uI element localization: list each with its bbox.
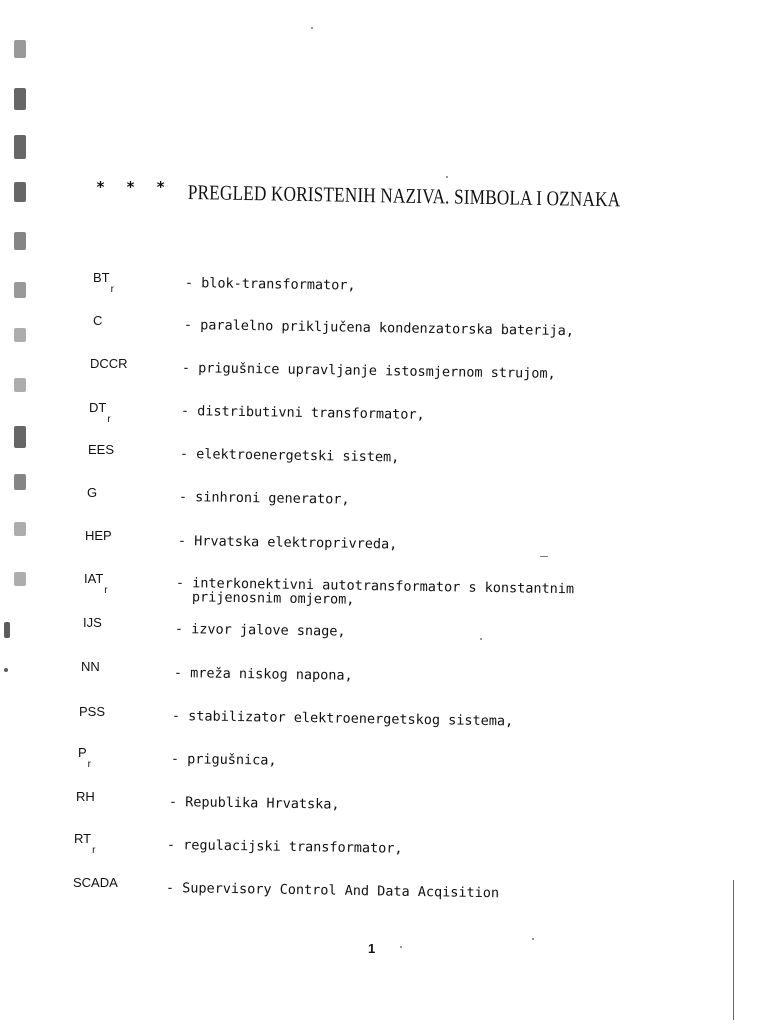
entry-abbreviation: NN xyxy=(81,659,100,674)
entry-description: - blok-transformator, xyxy=(184,275,356,294)
entry-abbreviation: IJS xyxy=(83,615,102,630)
entry-description: - mreža niskog napona, xyxy=(173,665,353,684)
entry-abbreviation: $BT_r$ xyxy=(93,270,114,295)
entry-description: - stabilizator elektroenergetskog sistema, xyxy=(171,708,514,730)
speck xyxy=(311,27,313,29)
page-number: 1 xyxy=(368,941,376,956)
entry-abbreviation: G xyxy=(87,485,98,500)
entry-abbreviation: EES xyxy=(88,442,115,457)
speck xyxy=(540,556,548,557)
title-stars: * * * xyxy=(96,178,172,196)
entry-abbreviation: DCCR xyxy=(90,356,128,371)
binding-mark xyxy=(14,135,26,159)
binding-mark xyxy=(14,182,26,202)
entry-description: - prigušnice upravljanje istosmjernom strujom, xyxy=(181,360,556,382)
entry-abbreviation: SCADA xyxy=(73,875,118,890)
entry-abbreviation: $DT_r$ xyxy=(89,400,111,425)
binding-mark xyxy=(14,474,26,490)
binding-mark xyxy=(14,522,26,536)
binding-mark xyxy=(14,282,26,298)
entry-abbreviation: HEP xyxy=(85,528,112,543)
speck xyxy=(400,946,402,948)
scan-edge-line xyxy=(733,880,734,1020)
binding-mark xyxy=(14,40,26,58)
entry-abbreviation: C xyxy=(93,313,103,328)
entry-description: - regulacijski transformator, xyxy=(166,837,403,857)
entry-description: - prigušnica, xyxy=(170,751,277,769)
entry-description: - Republika Hrvatska, xyxy=(168,794,340,813)
entry-description: - interkonektivni autotransformator s konstantnim prijenosnim omjerom, xyxy=(175,575,575,608)
entry-description: - elektroenergetski sistem, xyxy=(179,446,400,466)
entry-abbreviation: $IAT_r$ xyxy=(84,571,108,596)
page-title: PREGLED KORISTENIH NAZIVA. SIMBOLA I OZNAKA xyxy=(187,180,621,212)
binding-mark xyxy=(14,378,26,392)
binding-mark xyxy=(14,88,26,110)
binding-mark xyxy=(14,232,26,250)
entry-abbreviation: $RT_r$ xyxy=(74,831,96,856)
entry-abbreviation: PSS xyxy=(79,704,106,719)
entry-description: - sinhroni generator, xyxy=(178,489,350,508)
entry-description: - Supervisory Control And Data Acqisition xyxy=(165,880,500,902)
entry-abbreviation: $P_r$ xyxy=(78,745,92,770)
binding-mark xyxy=(14,328,26,342)
binding-mark xyxy=(14,426,26,448)
entry-description: - paralelno priključena kondenzatorska baterija, xyxy=(183,317,575,340)
entry-description: - izvor jalove snage, xyxy=(174,621,346,640)
binding-mark xyxy=(4,622,10,638)
entry-description: - Hrvatska elektroprivreda, xyxy=(177,533,398,553)
entry-description: - distributivni transformator, xyxy=(180,403,425,423)
binding-mark xyxy=(14,572,26,586)
speck xyxy=(532,938,534,940)
speck xyxy=(480,638,482,640)
binding-mark xyxy=(4,668,8,672)
entry-abbreviation: RH xyxy=(76,789,95,804)
speck xyxy=(446,176,448,178)
